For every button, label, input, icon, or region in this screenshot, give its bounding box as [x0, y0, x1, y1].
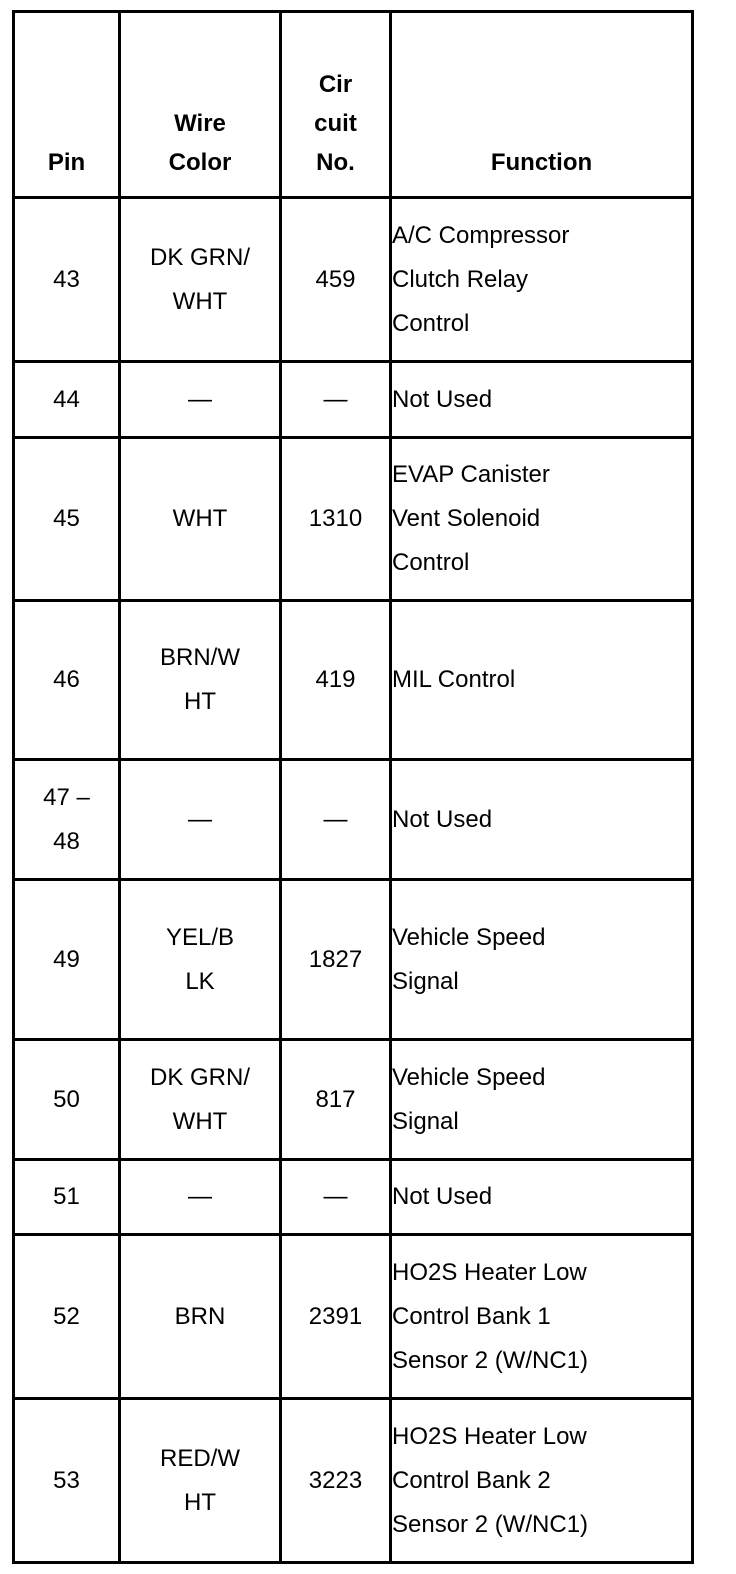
- table-row: [14, 760, 693, 880]
- cell-pin: 53: [14, 1399, 120, 1563]
- cell-function: HO2S Heater Low Control Bank 2 Sensor 2 (W/NC1): [391, 1399, 693, 1563]
- cell-circuit-no: —: [281, 362, 391, 438]
- cell-function: Not Used: [391, 362, 693, 438]
- header-pin: Pin: [14, 12, 120, 198]
- header-wire-color: Wire Color: [120, 12, 281, 198]
- table-row: [14, 1040, 693, 1160]
- cell-pin: 45: [14, 438, 120, 601]
- cell-wire-color: —: [120, 1160, 281, 1235]
- cell-function: Not Used: [391, 1160, 693, 1235]
- table-row: [14, 438, 693, 601]
- cell-pin: 49: [14, 880, 120, 1040]
- table-row: [14, 362, 693, 438]
- cell-circuit-no: —: [281, 760, 391, 880]
- table-row: [14, 880, 693, 1040]
- cell-circuit-no: 1310: [281, 438, 391, 601]
- header-circuit-no: Cir cuit No.: [281, 12, 391, 198]
- cell-wire-color: WHT: [120, 438, 281, 601]
- cell-circuit-no: 419: [281, 601, 391, 760]
- cell-pin: 52: [14, 1235, 120, 1399]
- cell-pin: 47 – 48: [14, 760, 120, 880]
- cell-function: HO2S Heater Low Control Bank 1 Sensor 2 (W/NC1): [391, 1235, 693, 1399]
- cell-function: Vehicle Speed Signal: [391, 1040, 693, 1160]
- cell-wire-color: BRN/W HT: [120, 601, 281, 760]
- cell-circuit-no: 1827: [281, 880, 391, 1040]
- cell-circuit-no: 2391: [281, 1235, 391, 1399]
- table-row: [14, 1160, 693, 1235]
- cell-wire-color: YEL/B LK: [120, 880, 281, 1040]
- cell-pin: 43: [14, 198, 120, 362]
- table-row: [14, 1399, 693, 1563]
- cell-function: EVAP Canister Vent Solenoid Control: [391, 438, 693, 601]
- cell-circuit-no: 817: [281, 1040, 391, 1160]
- cell-circuit-no: 3223: [281, 1399, 391, 1563]
- cell-function: MIL Control: [391, 601, 693, 760]
- table-row: [14, 1235, 693, 1399]
- cell-wire-color: DK GRN/ WHT: [120, 198, 281, 362]
- cell-circuit-no: 459: [281, 198, 391, 362]
- cell-circuit-no: —: [281, 1160, 391, 1235]
- table-row: [14, 601, 693, 760]
- cell-pin: 46: [14, 601, 120, 760]
- cell-wire-color: DK GRN/ WHT: [120, 1040, 281, 1160]
- cell-function: Vehicle Speed Signal: [391, 880, 693, 1040]
- cell-function: A/C Compressor Clutch Relay Control: [391, 198, 693, 362]
- cell-pin: 44: [14, 362, 120, 438]
- cell-pin: 51: [14, 1160, 120, 1235]
- cell-pin: 50: [14, 1040, 120, 1160]
- cell-wire-color: —: [120, 760, 281, 880]
- pin-table: [12, 10, 694, 1564]
- cell-function: Not Used: [391, 760, 693, 880]
- cell-wire-color: RED/W HT: [120, 1399, 281, 1563]
- cell-wire-color: BRN: [120, 1235, 281, 1399]
- cell-wire-color: —: [120, 362, 281, 438]
- header-function: Function: [391, 12, 693, 198]
- header-row: [14, 12, 693, 198]
- table-row: [14, 198, 693, 362]
